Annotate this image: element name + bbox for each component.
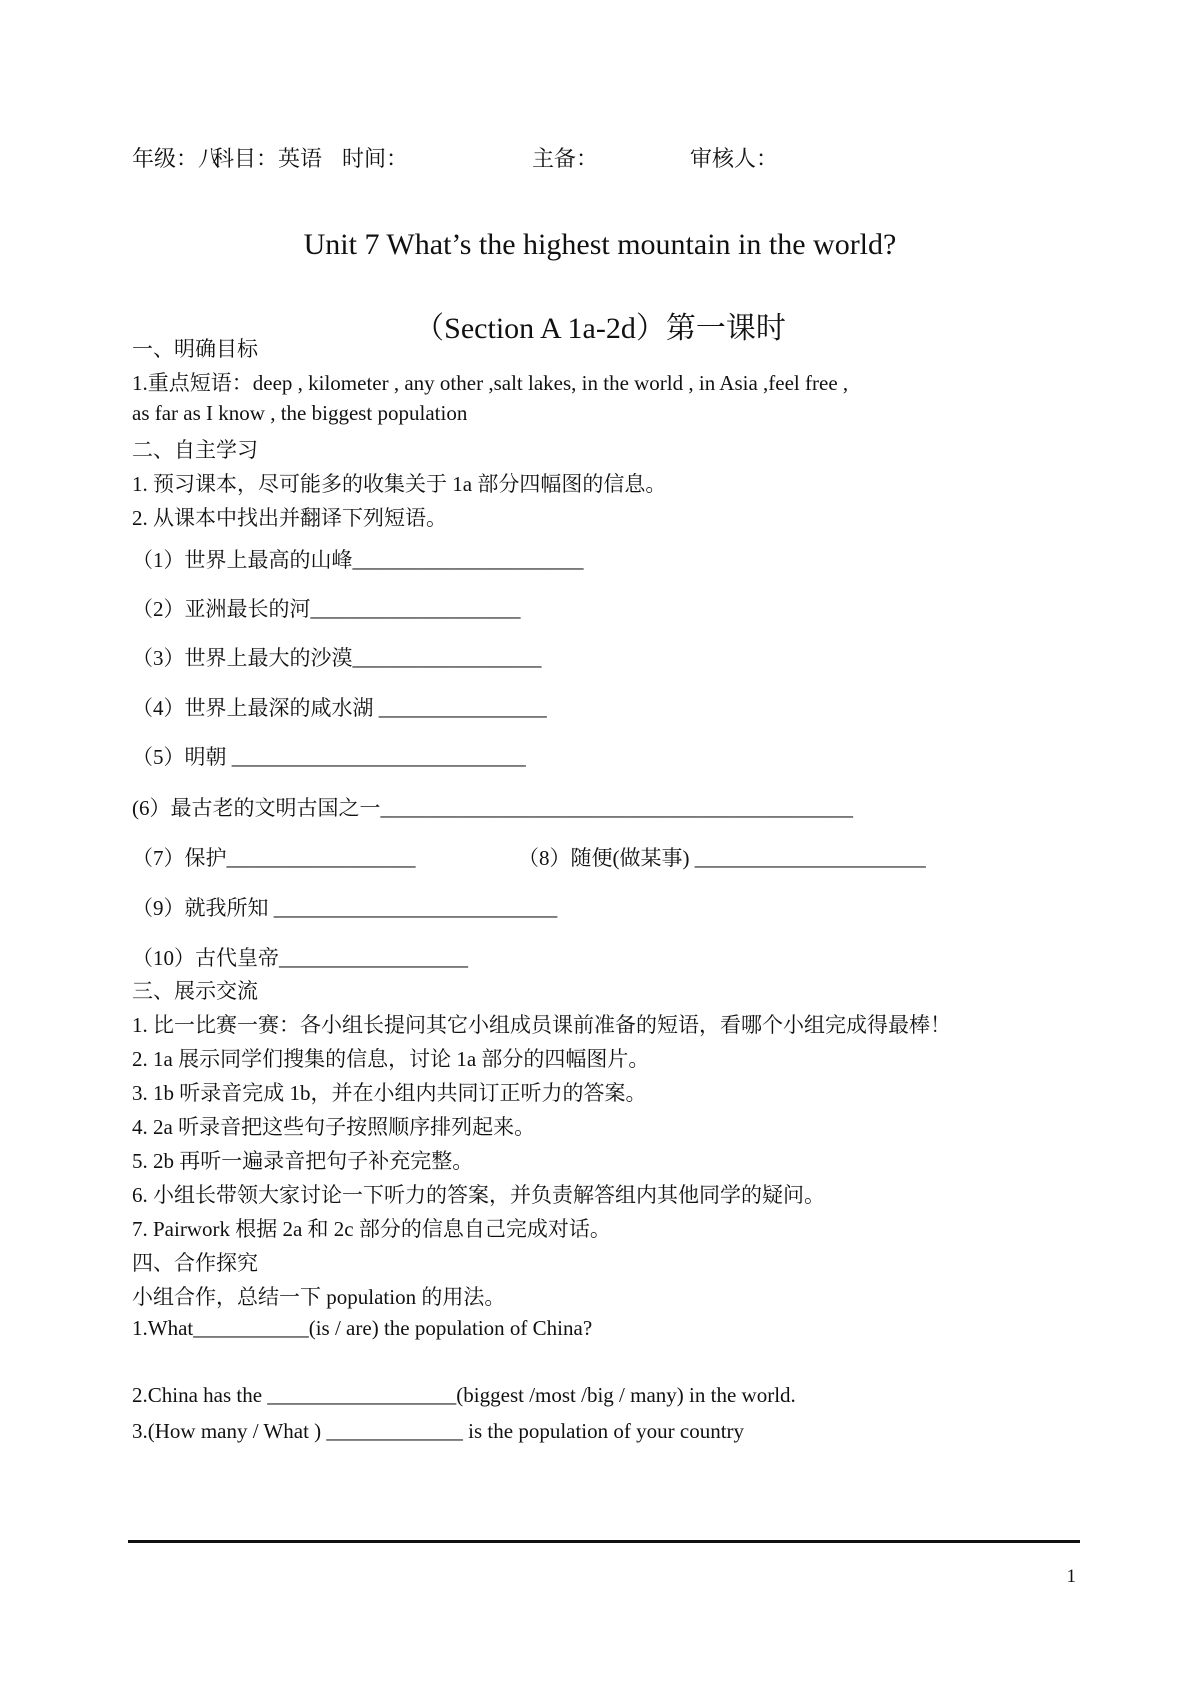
presentation-item-6: 6. 小组长带领大家讨论一下听力的答案，并负责解答组内其他同学的疑问。 — [132, 1183, 825, 1207]
phrase-item-4: （4）世界上最深的咸水湖 ________________ — [132, 696, 547, 720]
presentation-item-4: 4. 2a 听录音把这些句子按照顺序排列起来。 — [132, 1115, 536, 1139]
header-info — [132, 142, 778, 173]
presentation-item-3: 3. 1b 听录音完成 1b，并在小组内共同订正听力的答案。 — [132, 1081, 647, 1105]
reviewer-label: 审核人： — [690, 147, 779, 172]
phrase-item-9: （9）就我所知 ___________________________ — [132, 896, 558, 920]
footer-divider — [128, 1540, 1080, 1543]
unit-title: Unit 7 What’s the highest mountain in the world? — [303, 228, 897, 261]
time-label: 时间： — [342, 147, 409, 172]
phrase-item-6: (6）最古老的文明古国之一_____________________________________________ — [132, 796, 853, 820]
phrase-item-8: （8）随便(做某事) ______________________ — [518, 846, 926, 870]
phrase-item-2: （2）亚洲最长的河____________________ — [132, 597, 521, 621]
phrase-item-3: （3）世界上最大的沙漠__________________ — [132, 646, 542, 670]
presentation-item-1: 1. 比一比赛一赛：各小组长提问其它小组成员课前准备的短语，看哪个小组完成得最棒！ — [132, 1013, 951, 1037]
key-phrases-line-1: 1.重点短语：deep , kilometer , any other ,salt lakes, in the world , in Asia ,feel free , — [132, 371, 849, 395]
subject-label: 科目：英语 — [212, 147, 323, 172]
self-study-item-1: 1. 预习课本，尽可能多的收集关于 1a 部分四幅图的信息。 — [132, 472, 667, 496]
section-heading-self-study: 二、自主学习 — [132, 438, 258, 462]
presentation-item-7: 7. Pairwork 根据 2a 和 2c 部分的信息自己完成对话。 — [132, 1217, 611, 1241]
question-1: 1.What___________(is / are) the population of China? — [132, 1316, 593, 1340]
page-number: 1 — [1066, 1566, 1076, 1587]
section-heading-cooperation: 四、合作探究 — [132, 1251, 258, 1275]
key-phrases-line-2: as far as I know , the biggest population — [132, 401, 468, 425]
grade-label: 年级：八 — [132, 147, 221, 172]
cooperation-intro: 小组合作，总结一下 population 的用法。 — [132, 1285, 506, 1309]
phrase-item-7: （7）保护__________________ — [132, 846, 416, 870]
phrase-item-1: （1）世界上最高的山峰______________________ — [132, 548, 584, 572]
section-subtitle: （Section A 1a-2d）第一课时 — [414, 312, 786, 345]
question-2: 2.China has the __________________(biggest /most /big / many) in the world. — [132, 1383, 796, 1407]
question-3: 3.(How many / What ) _____________ is the population of your country — [132, 1419, 745, 1443]
prepared-by-label: 主备： — [532, 147, 599, 172]
section-heading-presentation: 三、展示交流 — [132, 979, 258, 1003]
section-heading-goals: 一、明确目标 — [132, 337, 258, 361]
presentation-item-2: 2. 1a 展示同学们搜集的信息，讨论 1a 部分的四幅图片。 — [132, 1047, 650, 1071]
phrase-item-5: （5）明朝 ____________________________ — [132, 745, 526, 769]
presentation-item-5: 5. 2b 再听一遍录音把句子补充完整。 — [132, 1149, 474, 1173]
phrase-item-10: （10）古代皇帝__________________ — [132, 946, 468, 970]
self-study-item-2: 2. 从课本中找出并翻译下列短语。 — [132, 506, 447, 530]
